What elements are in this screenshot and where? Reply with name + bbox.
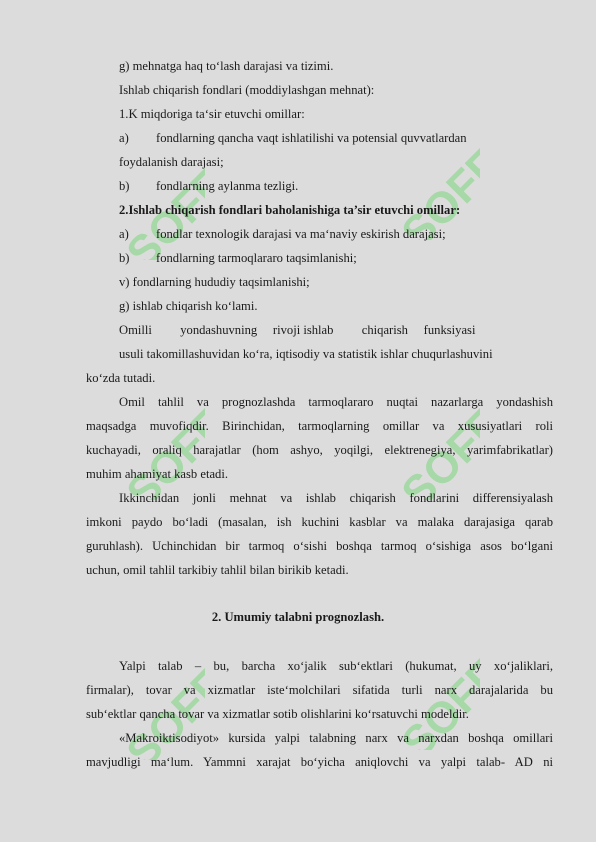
paragraph-line: imkoni paydo bo‘ladi (masalan, ish kuchini kasblar va malaka darajasiga qarab (86, 515, 553, 529)
text-line: g) mehnatga haq to‘lash darajasi va tizimi. (119, 59, 334, 73)
paragraph-line: Ikkinchidan jonli mehnat va ishlab chiqarish fondlarini differensiyalash (119, 491, 553, 505)
section-subheading: 2.Ishlab chiqarish fondlari baholanishiga ta’sir etuvchi omillar: (119, 203, 461, 217)
paragraph-line: maqsadga muvofiqdir. Birinchidan, tarmoqlarning omillar va xususiyatlari roli (86, 419, 553, 433)
list-item-text: fondlarning qancha vaqt ishlatilishi va potensial quvvatlardan (156, 131, 467, 145)
svg-text:SOFF: SOFF (117, 400, 205, 500)
text-line: v) fondlarning hududiy taqsimlanishi; (119, 275, 310, 289)
list-item-text: fondlarning tarmoqlararo taqsimlanishi; (156, 251, 357, 265)
list-item (119, 130, 467, 146)
svg-text:SOFF: SOFF (392, 400, 480, 500)
text-line: foydalanish darajasi; (119, 155, 224, 169)
text-line: Ishlab chiqarish fondlari (moddiylashgan mehnat): (119, 83, 375, 97)
list-item-text: fondlar texnologik darajasi va ma‘naviy eskirish darajasi; (156, 227, 446, 241)
list-item-label: b) (119, 179, 130, 193)
paragraph-line: mavjudligi ma‘lum. Yammni xarajat bo‘yicha aniqlovchi va yalpi talab- AD ni (86, 755, 553, 769)
paragraph-line: guruhlash). Uchinchidan bir tarmoq o‘sishi boshqa tarmoq o‘sishiga asos bo‘lgani (86, 539, 553, 553)
svg-text:SOFF: SOFF (117, 160, 205, 260)
list-item (119, 250, 357, 266)
paragraph-line: muhim ahamiyat kasb etadi. (86, 467, 228, 481)
list-item-text: fondlarning aylanma tezligi. (156, 179, 299, 193)
svg-text:SOFF: SOFF (392, 650, 480, 750)
paragraph-line: sub‘ektlar qancha tovar va xizmatlar sotib olishlarini ko‘rsatuvchi modeldir. (86, 707, 469, 721)
list-item-label: a) (119, 131, 129, 145)
paragraph-line: uchun, omil tahlil tarkibiy tahlil bilan birikib ketadi. (86, 563, 349, 577)
list-item-label: b) (119, 251, 130, 265)
paragraph-line: kuchayadi, oraliq harajatlar (hom ashyo, yoqilgi, elektrenegiya, yarimfabrikatlar) (86, 443, 553, 457)
text-line: g) ishlab chiqarish ko‘lami. (119, 299, 258, 313)
paragraph-line: «Makroiktisodiyot» kursida yalpi talabning narx va narxdan boshqa omillari (119, 731, 553, 745)
text-line: 1.K miqdoriga ta‘sir etuvchi omillar: (119, 107, 305, 121)
list-item-label: a) (119, 227, 129, 241)
svg-text:SOFF: SOFF (392, 140, 480, 240)
text-line: usuli takomillashuvidan ko‘ra, iqtisodiy va statistik ishlar chuqurlashuvini (119, 347, 493, 361)
paragraph-line: Omil tahlil va prognozlashda tarmoqlararo nuqtai nazarlarga yondashish (119, 395, 553, 409)
paragraph-line: Yalpi talab – bu, barcha xo‘jalik sub‘ektlari (hukumat, uy xo‘jaliklari, (119, 659, 553, 673)
text-line: Omilli yondashuvning rivoji ishlab chiqarish funksiyasi (119, 323, 476, 337)
list-item (119, 178, 298, 194)
svg-text:SOFF: SOFF (117, 660, 205, 760)
text-line: ko‘zda tutadi. (86, 371, 156, 385)
paragraph-line: firmalar), tovar va xizmatlar iste‘molchilari sifatida turli narx darajalarida bu (86, 683, 553, 697)
list-item (119, 226, 446, 242)
section-heading: 2. Umumiy talabni prognozlash. (211, 610, 385, 624)
